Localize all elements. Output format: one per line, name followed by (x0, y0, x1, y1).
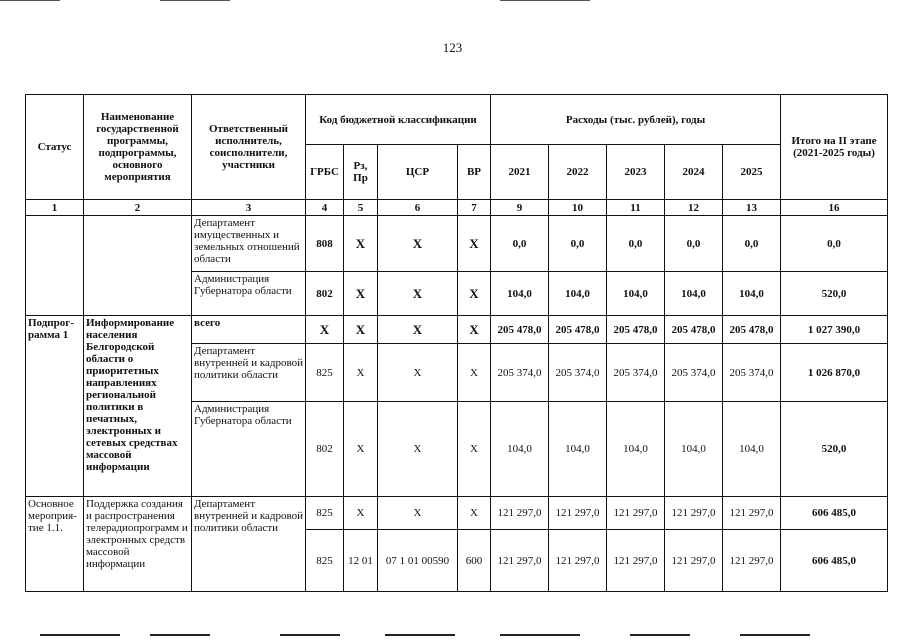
rzpr-cell: X (344, 497, 378, 530)
rzpr-cell: X (344, 316, 378, 344)
grbs-cell: 802 (306, 272, 344, 316)
value-cell: 0,0 (723, 216, 781, 272)
grbs-cell: 825 (306, 344, 344, 402)
value-cell: 104,0 (665, 272, 723, 316)
value-cell: 205 478,0 (491, 316, 549, 344)
name-cell: Информирование населения Белгородской области о приоритетных направлениях региональной политики в печатных, электронных и сетевых средствах массовой информации (84, 316, 192, 497)
responsible-cell: всего (192, 316, 306, 344)
column-number: 1 (26, 200, 84, 216)
header-expenses: Расходы (тыс. рублей), годы (491, 95, 781, 145)
header-responsible: Ответственный исполнитель, соисполнители, участники (192, 95, 306, 200)
value-cell: 0,0 (665, 216, 723, 272)
csr-cell: X (378, 344, 458, 402)
grbs-cell: X (306, 316, 344, 344)
grbs-cell: 808 (306, 216, 344, 272)
value-cell: 121 297,0 (491, 497, 549, 530)
status-cell (26, 216, 84, 316)
value-cell: 0,0 (491, 216, 549, 272)
top-edge-line (160, 0, 230, 1)
rzpr-cell: X (344, 272, 378, 316)
table-row (26, 316, 888, 344)
bottom-edge-line (150, 634, 210, 636)
value-cell: 104,0 (549, 272, 607, 316)
value-cell: 205 478,0 (607, 316, 665, 344)
column-number: 13 (723, 200, 781, 216)
vr-cell: X (458, 272, 491, 316)
total-cell: 1 026 870,0 (781, 344, 888, 402)
column-number: 9 (491, 200, 549, 216)
header-csr: ЦСР (378, 145, 458, 200)
header-row (26, 95, 888, 145)
column-number: 11 (607, 200, 665, 216)
value-cell: 205 478,0 (549, 316, 607, 344)
value-cell: 205 374,0 (491, 344, 549, 402)
header-code: Код бюджетной классификации (306, 95, 491, 145)
value-cell: 121 297,0 (491, 530, 549, 592)
header-grbs: ГРБС (306, 145, 344, 200)
value-cell: 104,0 (723, 272, 781, 316)
value-cell: 0,0 (549, 216, 607, 272)
value-cell: 104,0 (491, 402, 549, 497)
column-number: 3 (192, 200, 306, 216)
name-cell (84, 216, 192, 316)
total-cell: 606 485,0 (781, 497, 888, 530)
header-vr: ВР (458, 145, 491, 200)
table-row (26, 216, 888, 272)
column-number: 2 (84, 200, 192, 216)
value-cell: 104,0 (491, 272, 549, 316)
responsible-cell: Администрация Губернатора области (192, 402, 306, 497)
csr-cell: X (378, 497, 458, 530)
grbs-cell: 802 (306, 402, 344, 497)
bottom-edge-line (500, 634, 580, 636)
rzpr-cell: X (344, 344, 378, 402)
column-number: 12 (665, 200, 723, 216)
value-cell: 121 297,0 (607, 497, 665, 530)
column-number: 16 (781, 200, 888, 216)
budget-table (25, 94, 888, 592)
csr-cell: X (378, 272, 458, 316)
csr-cell: X (378, 216, 458, 272)
bottom-edge-line (280, 634, 340, 636)
header-year: 2023 (607, 145, 665, 200)
name-cell: Поддержка создания и распространения телерадиопрограмм и электронных средств массовой информации (84, 497, 192, 592)
column-number: 6 (378, 200, 458, 216)
total-cell: 520,0 (781, 272, 888, 316)
total-cell: 520,0 (781, 402, 888, 497)
value-cell: 104,0 (607, 272, 665, 316)
responsible-cell: Администрация Губернатора области (192, 272, 306, 316)
total-cell: 1 027 390,0 (781, 316, 888, 344)
value-cell: 104,0 (549, 402, 607, 497)
value-cell: 205 478,0 (723, 316, 781, 344)
bottom-edge-line (40, 634, 120, 636)
value-cell: 205 374,0 (549, 344, 607, 402)
header-year: 2021 (491, 145, 549, 200)
column-number: 5 (344, 200, 378, 216)
header-name: Наименование государственной программы, подпрограммы, основного мероприятия (84, 95, 192, 200)
bottom-edge-line (630, 634, 690, 636)
responsible-cell: Департамент внутренней и кадровой политики области (192, 344, 306, 402)
header-rzpr: Рз, Пр (344, 145, 378, 200)
value-cell: 121 297,0 (723, 530, 781, 592)
csr-cell: 07 1 01 00590 (378, 530, 458, 592)
value-cell: 205 374,0 (723, 344, 781, 402)
bottom-edge-line (385, 634, 455, 636)
vr-cell: X (458, 402, 491, 497)
csr-cell: X (378, 402, 458, 497)
value-cell: 121 297,0 (723, 497, 781, 530)
value-cell: 121 297,0 (607, 530, 665, 592)
vr-cell: X (458, 316, 491, 344)
value-cell: 104,0 (723, 402, 781, 497)
vr-cell: 600 (458, 530, 491, 592)
rzpr-cell: X (344, 216, 378, 272)
status-cell: Подпрог-рамма 1 (26, 316, 84, 497)
csr-cell: X (378, 316, 458, 344)
page-number: 123 (442, 40, 463, 55)
value-cell: 121 297,0 (549, 530, 607, 592)
column-number: 10 (549, 200, 607, 216)
top-edge-line (500, 0, 590, 1)
rzpr-cell: 12 01 (344, 530, 378, 592)
responsible-cell: Департамент имущественных и земельных отношений области (192, 216, 306, 272)
column-number: 4 (306, 200, 344, 216)
header-status: Статус (26, 95, 84, 200)
responsible-cell: Департамент внутренней и кадровой политики области (192, 497, 306, 592)
table-row (26, 497, 888, 530)
column-number-row (26, 200, 888, 216)
grbs-cell: 825 (306, 530, 344, 592)
vr-cell: X (458, 497, 491, 530)
bottom-edge-line (740, 634, 810, 636)
header-year: 2025 (723, 145, 781, 200)
header-year: 2024 (665, 145, 723, 200)
value-cell: 104,0 (665, 402, 723, 497)
header-year: 2022 (549, 145, 607, 200)
header-total: Итого на II этапе (2021-2025 годы) (781, 95, 888, 200)
status-cell: Основное мероприя-тие 1.1. (26, 497, 84, 592)
top-edge-line (0, 0, 60, 1)
value-cell: 205 374,0 (665, 344, 723, 402)
total-cell: 606 485,0 (781, 530, 888, 592)
value-cell: 0,0 (607, 216, 665, 272)
vr-cell: X (458, 216, 491, 272)
grbs-cell: 825 (306, 497, 344, 530)
rzpr-cell: X (344, 402, 378, 497)
vr-cell: X (458, 344, 491, 402)
column-number: 7 (458, 200, 491, 216)
total-cell: 0,0 (781, 216, 888, 272)
value-cell: 205 374,0 (607, 344, 665, 402)
value-cell: 121 297,0 (665, 530, 723, 592)
value-cell: 121 297,0 (665, 497, 723, 530)
value-cell: 121 297,0 (549, 497, 607, 530)
value-cell: 205 478,0 (665, 316, 723, 344)
value-cell: 104,0 (607, 402, 665, 497)
